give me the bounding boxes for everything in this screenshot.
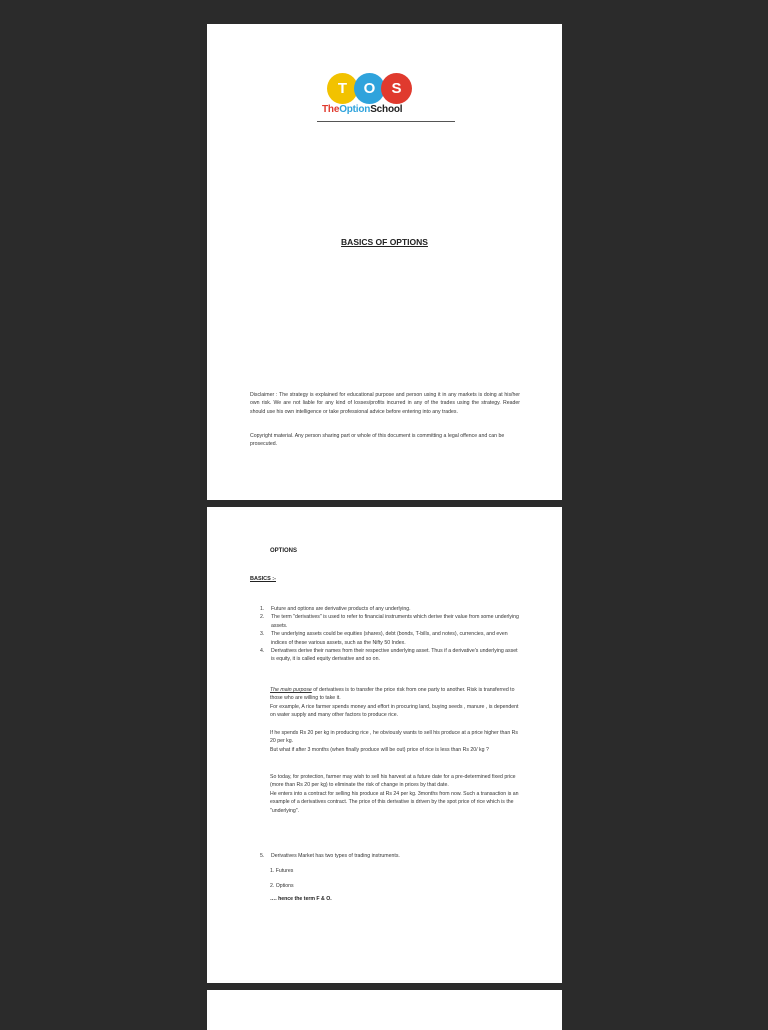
disclaimer-text: Disclaimer : The strategy is explained for educational purpose and person using it in any markets is doing at his/her own risk. We are not liable for any kind of losses/profits incurred in any of the trades using the strategy. Reader should use his own intelligence or take professional advice before entering into any trades.	[250, 392, 520, 415]
list-item	[260, 647, 520, 664]
logo-underline	[317, 121, 455, 122]
logo-circle-t: T	[327, 73, 358, 104]
whatif-text: But what if after 3 months (when finally produce will be out) price of rice is less than Rs 20/ kg ?	[270, 746, 489, 753]
list-item	[260, 852, 520, 860]
copyright-text: Copyright material. Any person sharing part or whole of this document is committing a legal offence and can be prosecuted.	[250, 433, 505, 448]
main-purpose-label: The main purpose	[270, 687, 312, 693]
section-label-basics: BASICS :-	[250, 576, 276, 582]
list-item-text: Future and options are derivative products of any underlying.	[271, 606, 411, 612]
section-heading-options: OPTIONS	[270, 548, 298, 554]
logo-circle-o: O	[354, 73, 385, 104]
list-item-number: 2.	[260, 614, 265, 621]
list-item-text: Derivatives derive their names from their respective underlying asset. Thus if a derivative's underlying asset is equity, it is called equity derivative and so on.	[271, 648, 518, 663]
list-item-number: 1.	[260, 606, 265, 612]
logo-wordmark-option: Option	[339, 104, 371, 115]
basics-list	[260, 605, 520, 664]
hence-note: …. hence the term F & O.	[270, 896, 332, 902]
sub-item-options: 2. Options	[270, 883, 294, 889]
tos-logo	[317, 73, 455, 123]
list-item-number: 4.	[260, 648, 265, 655]
main-purpose-text: of derivatives is to transfer the price risk from one party to another. Risk is transferred to those who are willing to take it.	[270, 687, 515, 702]
logo-wordmark	[322, 104, 402, 115]
logo-wordmark-school: School	[370, 104, 403, 115]
sub-item-futures: 1. Futures	[270, 868, 294, 874]
spend-text: If he spends Rs 20 per kg in producing rice , he obviously wants to sell his produce at a price higher than Rs 20 per kg.	[270, 730, 518, 745]
logo-wordmark-the: The	[322, 104, 340, 115]
list-item	[260, 630, 520, 647]
document-page-3	[207, 990, 562, 1030]
paragraph-main-purpose	[270, 686, 520, 720]
example-text: For example, A rice farmer spends money and effort in procuring land, buying seeds , manure , is dependent on water supply and many other factors to produce rice.	[270, 703, 519, 719]
logo-circles	[327, 73, 417, 105]
document-page-2	[207, 507, 562, 983]
list-item-text: The underlying assets could be equities (shares), debt (bonds, T-bills, and notes), currencies, and even indices of these various assets, such as the Nifty 50 Index.	[271, 631, 508, 646]
contract-text: He enters into a contract for selling his produce at Rs 24 per kg. 3months from now. Such a transaction is an example of a derivatives contract. The price of this derivative is driven by the spot price of rice which is the "underlying".	[270, 790, 519, 814]
logo-circle-s: S	[381, 73, 412, 104]
paragraph-spend	[270, 729, 520, 754]
protection-text: So today, for protection, farmer may wish to sell his harvest at a future date for a pre-determined fixed price (more than Rs 20 per kg) to eliminate the risk of change in prices by that date.	[270, 774, 516, 789]
paragraph-protection	[270, 773, 520, 815]
list-item	[260, 613, 520, 630]
document-page-1	[207, 24, 562, 500]
list-item	[260, 605, 520, 613]
list-item-number: 3.	[260, 631, 265, 638]
list-item-5	[260, 852, 520, 860]
list-item-text: The term "derivatives" is used to refer to financial instruments which derive their value from some underlying assets.	[271, 614, 519, 629]
document-title: BASICS OF OPTIONS	[341, 237, 428, 247]
list-item-text: Derivatives Market has two types of trading instruments.	[271, 853, 400, 859]
list-item-number: 5.	[260, 853, 265, 859]
